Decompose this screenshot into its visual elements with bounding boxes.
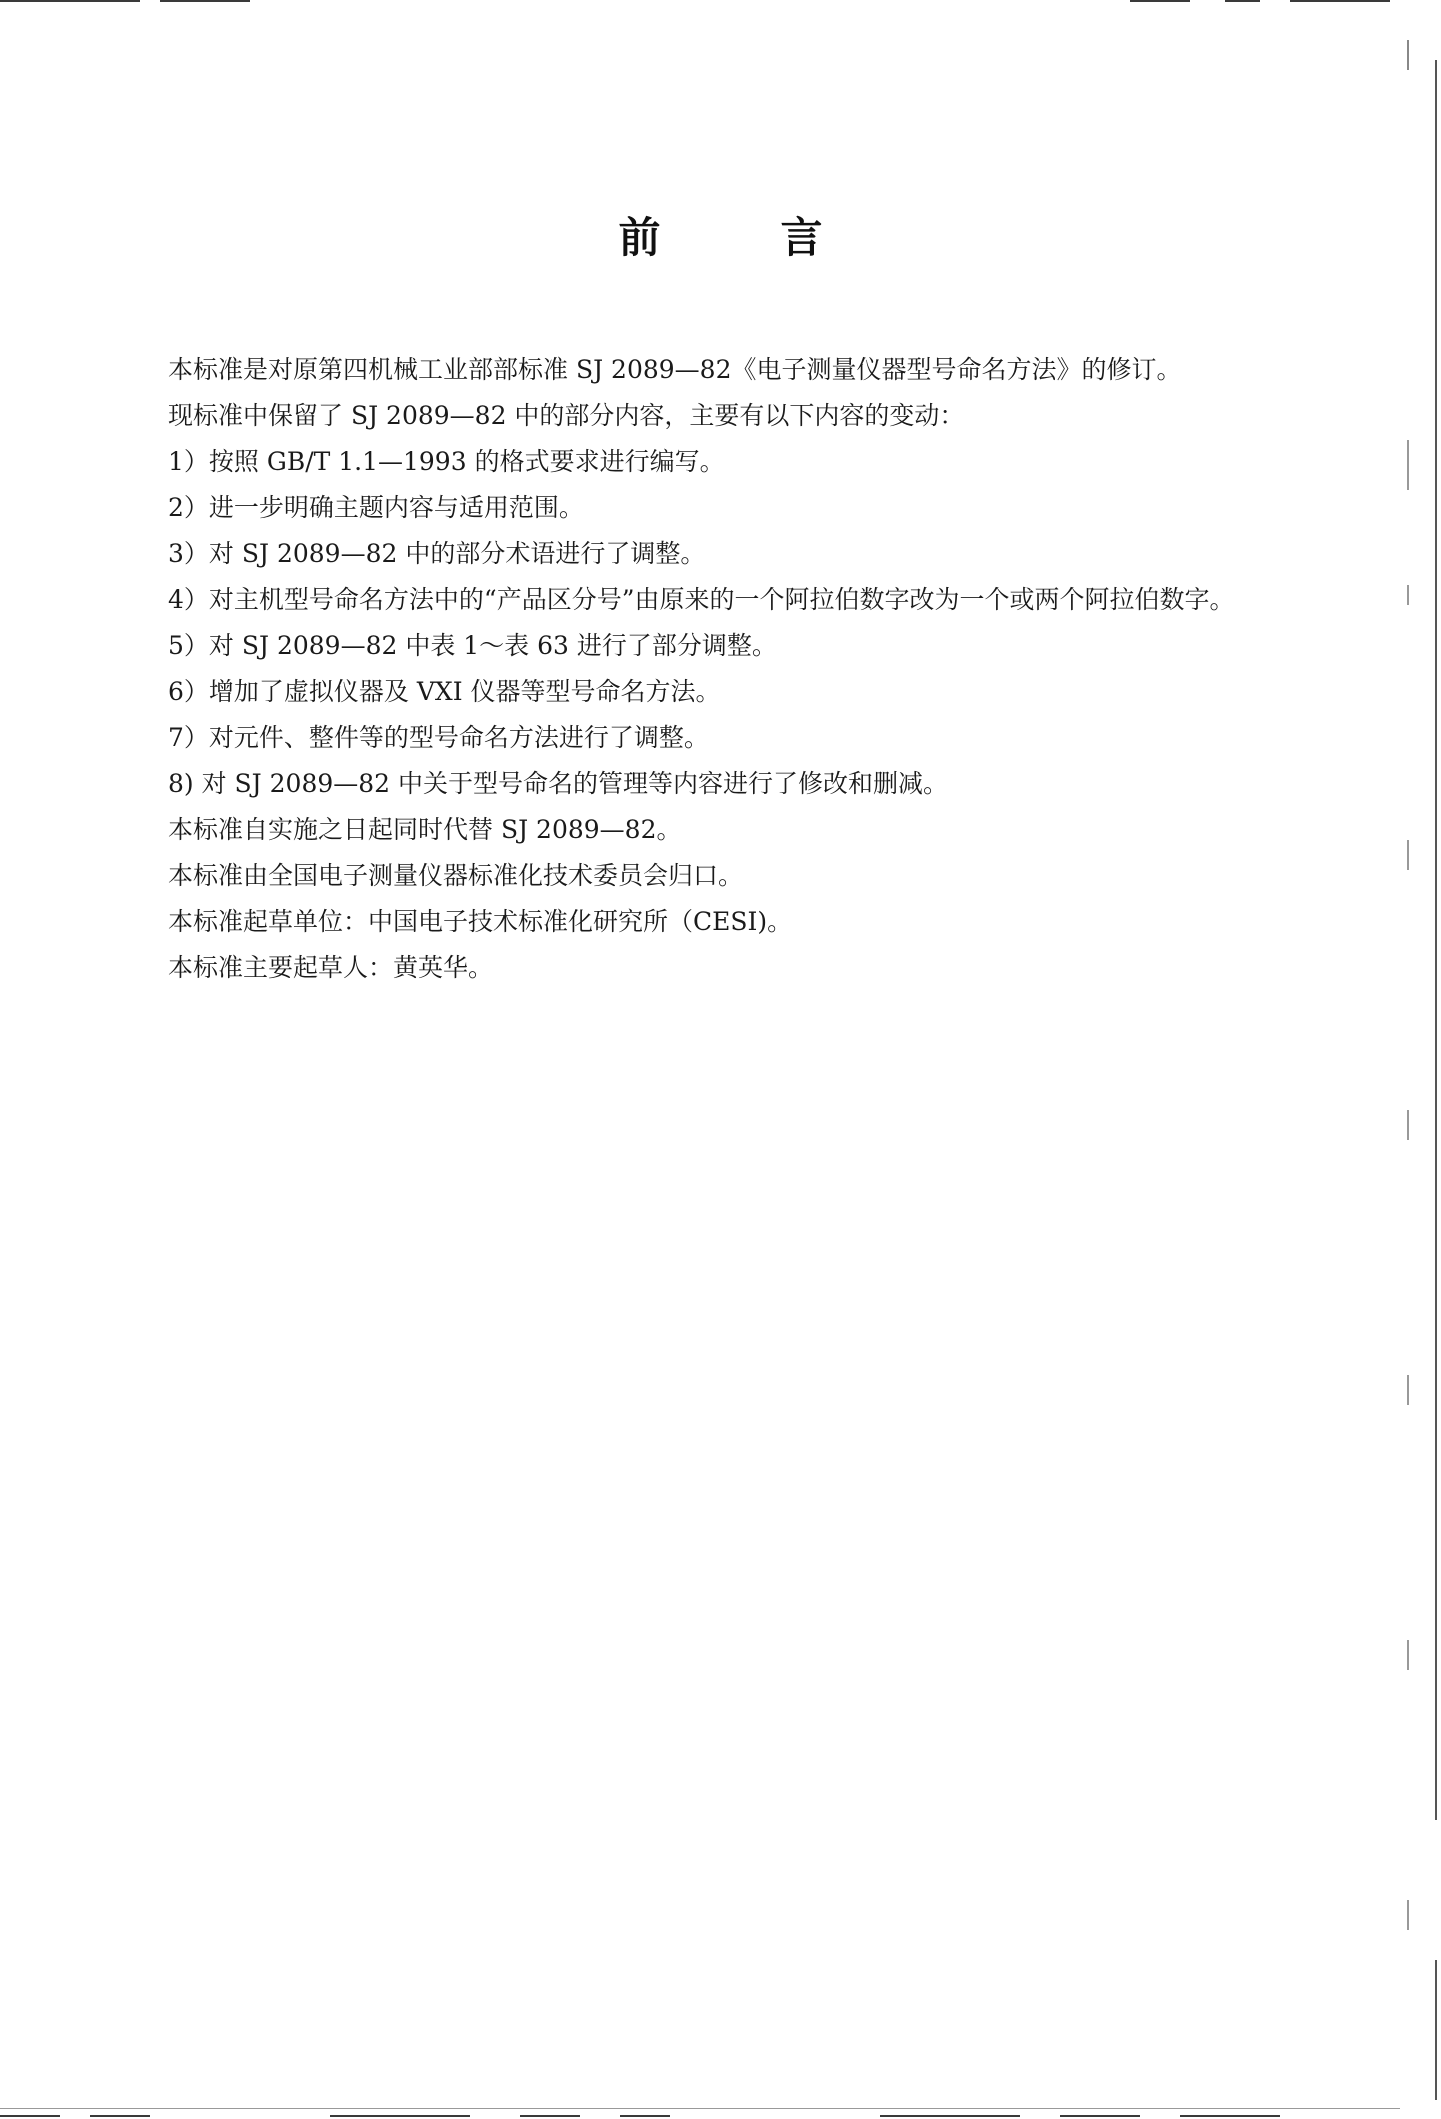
title-char-1: 前 (618, 213, 661, 262)
list-item: 7）对元件、整件等的型号命名方法进行了调整。 (168, 723, 709, 752)
page-title (0, 205, 1441, 265)
paragraph: 本标准由全国电子测量仪器标准化技术委员会归口。 (168, 861, 744, 890)
scan-edge-top (0, 0, 1441, 3)
foreword-body (168, 347, 1328, 991)
list-item: 3）对 SJ 2089—82 中的部分术语进行了调整。 (168, 539, 706, 568)
list-item: 5）对 SJ 2089—82 中表 1～表 63 进行了部分调整。 (168, 631, 777, 660)
list-item: 1）按照 GB/T 1.1—1993 的格式要求进行编写。 (168, 447, 725, 476)
title-char-2: 言 (780, 213, 823, 262)
list-item: 6）增加了虚拟仪器及 VXI 仪器等型号命名方法。 (168, 677, 721, 706)
scan-edge-right (1401, 0, 1441, 2119)
list-item: 8) 对 SJ 2089—82 中关于型号命名的管理等内容进行了修改和删减。 (168, 769, 949, 798)
list-item: 4）对主机型号命名方法中的“产品区分号”由原来的一个阿拉伯数字改为一个或两个阿拉伯数字。 (168, 585, 1235, 614)
paragraph: 本标准主要起草人：黄英华。 (168, 953, 494, 982)
scan-edge-bottom (0, 2103, 1441, 2119)
paragraph: 本标准自实施之日起同时代替 SJ 2089—82。 (168, 815, 682, 844)
paragraph: 本标准起草单位：中国电子技术标准化研究所（CESI)。 (168, 907, 793, 936)
paragraph: 本标准是对原第四机械工业部部标准 SJ 2089—82《电子测量仪器型号命名方法》的修订。 (168, 355, 1182, 384)
list-item: 2）进一步明确主题内容与适用范围。 (168, 493, 584, 522)
paragraph: 现标准中保留了 SJ 2089—82 中的部分内容，主要有以下内容的变动： (168, 401, 965, 430)
